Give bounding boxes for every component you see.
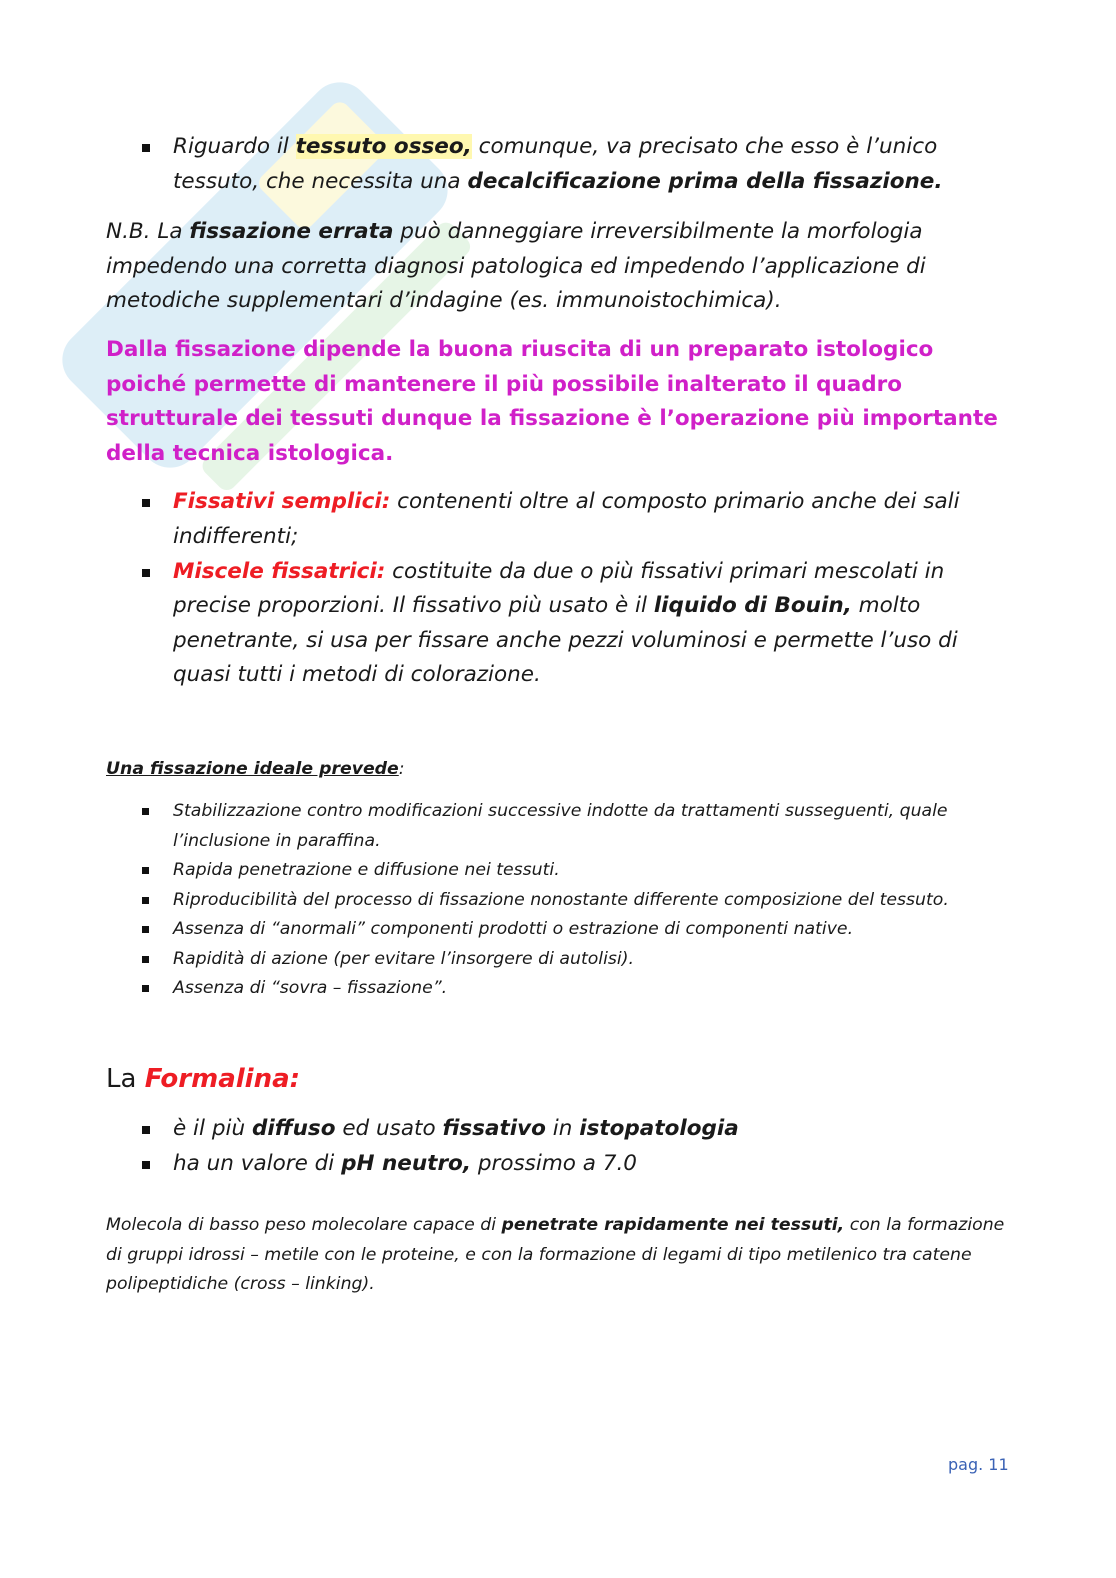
bullet-square-icon bbox=[142, 1161, 150, 1169]
list-item bbox=[106, 130, 1006, 199]
formalina-list bbox=[106, 1112, 1006, 1181]
text: con la formazione di gruppi idrossi – metile con le proteine, e con la formazione di legami di tipo metilenico tra catene polipeptidiche (cross – linking). bbox=[106, 1215, 1005, 1295]
text: molto penetrante, si usa per fissare anche pezzi voluminosi e permette l’uso di quasi tutti i metodi di colorazione. bbox=[173, 593, 958, 688]
subheading: Una fissazione ideale prevede bbox=[106, 758, 399, 779]
red-label: Miscele fissatrici: bbox=[173, 558, 386, 584]
ideal-heading bbox=[106, 755, 1006, 785]
text: in bbox=[545, 1115, 580, 1141]
molecule-paragraph bbox=[106, 1211, 1006, 1300]
text: N.B. La bbox=[106, 219, 190, 245]
red-label: Fissativi semplici: bbox=[173, 489, 391, 515]
red-title: Formalina: bbox=[144, 1063, 301, 1094]
fixatives-list bbox=[106, 485, 1006, 693]
list-item bbox=[106, 886, 1006, 916]
list-item bbox=[106, 1112, 1006, 1147]
bullet-square-icon bbox=[142, 956, 149, 963]
text: comunque, va precisato che esso è l’unico tessuto, che necessita una bbox=[173, 134, 938, 194]
bullet-square-icon bbox=[142, 499, 150, 507]
list-item bbox=[106, 485, 1006, 554]
text: Stabilizzazione contro modificazioni successive indotte da trattamenti susseguenti, quale l’inclusione in paraffina. bbox=[173, 801, 948, 851]
text: Molecola di basso peso molecolare capace di bbox=[106, 1215, 502, 1236]
bold-text: liquido di Bouin, bbox=[653, 593, 852, 619]
text: La bbox=[106, 1063, 145, 1094]
page-content bbox=[106, 130, 1006, 1300]
text: può danneggiare irreversibilmente la morfologia impedendo una corretta diagnosi patologica ed impedendo l’applicazione di metodiche supplementari d’indagine (es. immunoistochimica). bbox=[106, 219, 926, 314]
list-item bbox=[106, 797, 1006, 856]
bold-text: istopatologia bbox=[579, 1115, 739, 1141]
text: Assenza di “anormali” componenti prodotti o estrazione di componenti native. bbox=[173, 919, 854, 940]
text: Riproducibilità del processo di fissazione nonostante differente composizione del tessuto. bbox=[173, 889, 949, 910]
bullet-square-icon bbox=[142, 808, 149, 815]
bold-text: penetrate rapidamente nei tessuti, bbox=[501, 1215, 845, 1236]
text: : bbox=[398, 758, 405, 779]
page-number: pag. 11 bbox=[948, 1455, 1009, 1474]
list-item bbox=[106, 974, 1006, 1004]
nb-paragraph bbox=[106, 215, 1006, 319]
bullet-square-icon bbox=[142, 569, 150, 577]
bold-text: diffuso bbox=[251, 1115, 336, 1141]
bold-text: pH neutro, bbox=[341, 1150, 471, 1176]
text: Rapida penetrazione e diffusione nei tessuti. bbox=[173, 860, 560, 881]
pink-paragraph: Dalla fissazione dipende la buona riuscita di un preparato istologico poiché permette di mantenere il più possibile inalterato il quadro strutturale dei tessuti dunque la fissazione è l’operazione più importante della tecnica istologica. bbox=[106, 336, 998, 466]
list-item bbox=[106, 915, 1006, 945]
bold-text: tessuto osseo, bbox=[295, 134, 472, 159]
text: è il più bbox=[173, 1115, 252, 1141]
bold-text: fissativo bbox=[442, 1115, 546, 1141]
bold-text: decalcificazione prima della fissazione. bbox=[467, 168, 943, 194]
bold-text: fissazione errata bbox=[189, 219, 394, 245]
text: costituite da due o più fissativi primari mescolati in precise proporzioni. Il fissativo più usato è il bbox=[173, 558, 945, 619]
text: ed usato bbox=[335, 1115, 443, 1141]
list-item bbox=[106, 856, 1006, 886]
text: ha un valore di bbox=[173, 1150, 342, 1176]
bullet-square-icon bbox=[142, 1126, 150, 1134]
bone-tissue-list bbox=[106, 130, 1006, 199]
text: Assenza di “sovra – fissazione”. bbox=[173, 978, 448, 999]
ideal-list bbox=[106, 797, 1006, 1004]
list-item bbox=[106, 945, 1006, 975]
bullet-square-icon bbox=[142, 144, 150, 152]
bullet-square-icon bbox=[142, 985, 149, 992]
formalina-heading bbox=[106, 1062, 1006, 1096]
bullet-square-icon bbox=[142, 897, 149, 904]
bullet-square-icon bbox=[142, 926, 149, 933]
bullet-square-icon bbox=[142, 867, 149, 874]
list-item bbox=[106, 555, 1006, 693]
text: Riguardo il bbox=[173, 134, 296, 159]
text: contenenti oltre al composto primario anche dei sali indifferenti; bbox=[173, 489, 960, 549]
text: Rapidità di azione (per evitare l’insorgere di autolisi). bbox=[173, 948, 634, 969]
list-item bbox=[106, 1147, 1006, 1182]
text: prossimo a 7.0 bbox=[471, 1150, 637, 1176]
